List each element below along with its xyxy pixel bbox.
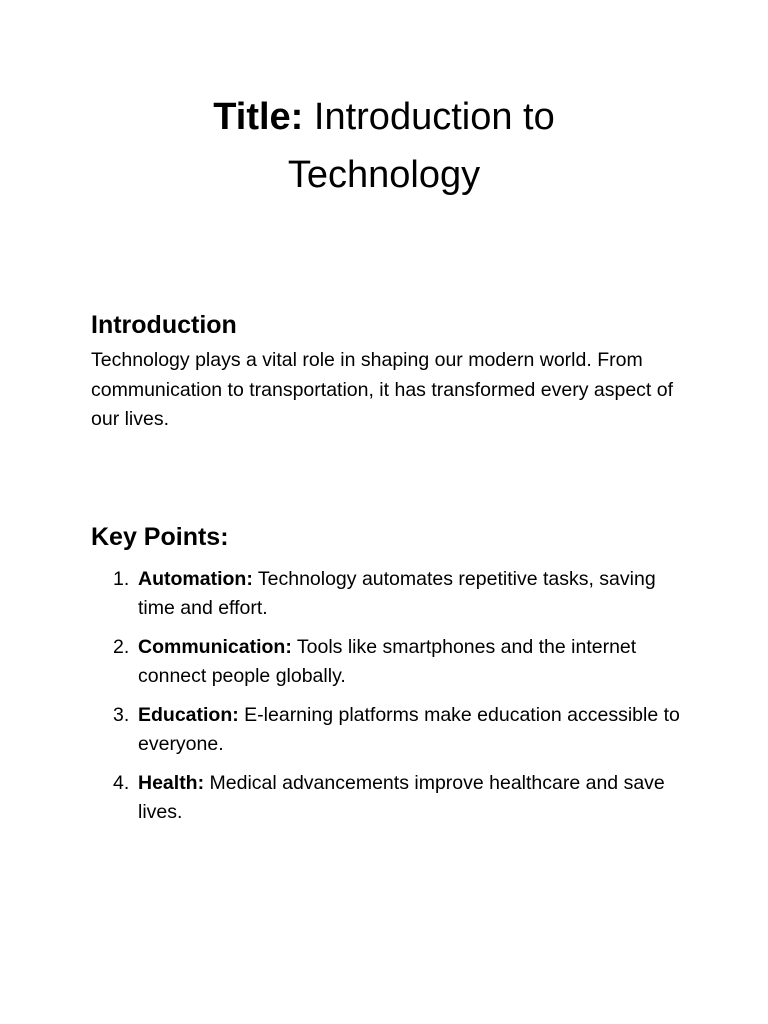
key-points-heading: Key Points: — [91, 523, 229, 551]
key-point-term: Automation: — [138, 568, 253, 590]
key-point-term: Health: — [138, 772, 205, 794]
key-point-item — [91, 701, 691, 759]
key-point-text: Tools like smartphones and the internet connect people globally. — [138, 636, 637, 687]
key-point-number: 3. — [113, 704, 130, 726]
key-point-number: 1. — [113, 568, 130, 590]
key-points-list — [91, 565, 691, 827]
key-point-item — [91, 633, 691, 691]
title-text: Introduction to Technology — [287, 96, 555, 196]
key-point-term: Communication: — [138, 636, 292, 658]
key-point-number: 2. — [113, 636, 130, 658]
title-label: Title: — [213, 96, 304, 138]
key-point-text: Technology automates repetitive tasks, saving time and effort. — [138, 568, 656, 619]
key-point-term: Education: — [138, 704, 239, 726]
key-point-item — [91, 769, 691, 827]
introduction-heading: Introduction — [91, 311, 237, 339]
key-point-text: Medical advancements improve healthcare and save lives. — [138, 772, 665, 823]
document-title — [140, 88, 628, 204]
key-points-section — [91, 519, 691, 837]
introduction-body: Technology plays a vital role in shaping our modern world. From communication to transportation, it has transformed every aspect of our lives. — [91, 349, 674, 430]
key-point-item — [91, 565, 691, 623]
key-point-number: 4. — [113, 772, 130, 794]
key-point-text: E-learning platforms make education accessible to everyone. — [138, 704, 680, 755]
introduction-section — [91, 308, 691, 435]
